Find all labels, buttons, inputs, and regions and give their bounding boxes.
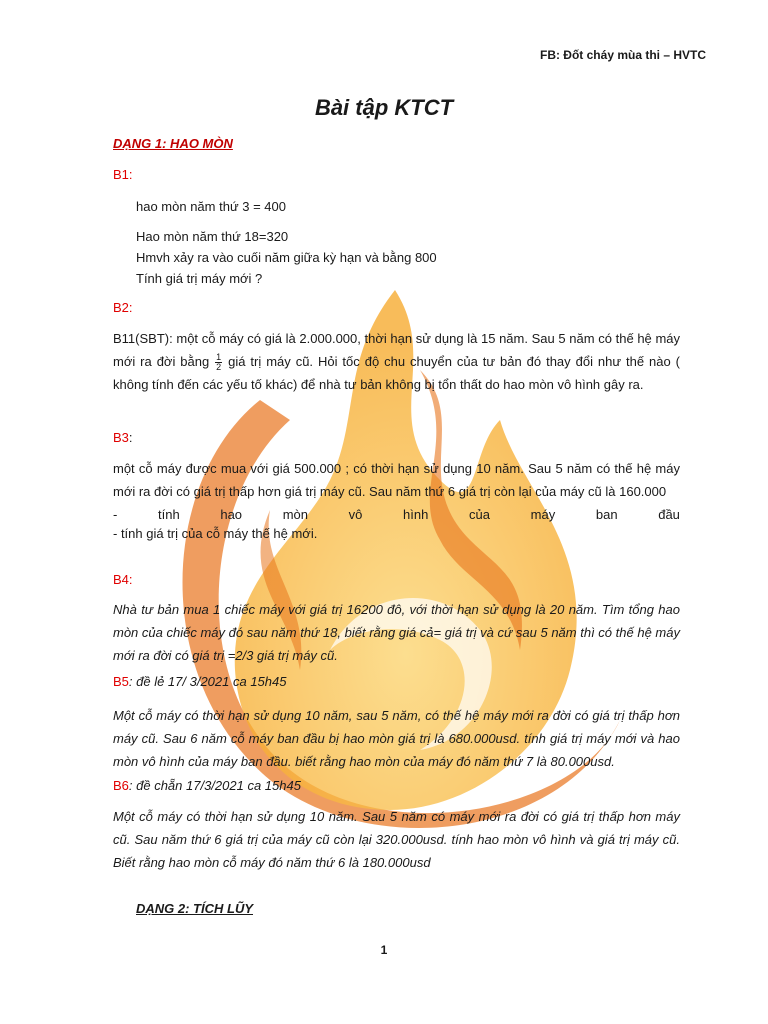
b1-line-4: Tính giá trị máy mới ? <box>136 271 263 286</box>
b3-justified-row: - tính hao mòn vô hình của máy ban đầu <box>113 507 680 522</box>
section-heading-1: DẠNG 1: HAO MÒN <box>113 136 233 151</box>
b1-line-3: Hmvh xảy ra vào cuối năm giữa kỳ hạn và bằng 800 <box>136 250 437 265</box>
document-title: Bài tập KTCT <box>314 95 454 120</box>
exercise-label-b1: B1: <box>113 167 133 182</box>
b3-text: một cỗ máy được mua với giá 500.000 ; có thời hạn sử dụng 10 năm. Sau 5 năm có thế hệ máy mới ra đời có giá trị thấp hơn giá trị máy cũ. Sau năm thứ 6 giá trị còn lại của máy cũ là 160.000 <box>113 461 680 499</box>
b2-text-part-1: B11(SBT): một cỗ máy có giá là 2.000.000, thời hạn sử dụng là 15 năm. Sau 5 năm có thế hệ máy mới ra đời bằng <box>113 331 680 369</box>
b1-line-2: Hao mòn năm thứ 18=320 <box>136 229 289 244</box>
b6-paragraph: Một cỗ máy có thời hạn sử dụng 10 năm. Sau 5 năm có máy mới ra đời có giá trị thấp hơn máy cũ. Sau năm thứ 6 giá trị của máy cũ còn lại 320.000usd. tính hao mòn vô hình và giá trị máy cũ. Biết rằng hao mòn cỗ máy đó năm thứ 6 là 180.000usd <box>113 809 680 870</box>
b2-text-part-2: giá trị máy cũ. Hỏi tốc độ chu chuyển của tư bản đó thay đổi như thế nào ( không tính đến các yếu tố khác) để nhà tư bản không bị tổn thất do hao mòn vô hình gây ra. <box>113 354 680 392</box>
b2-paragraph <box>113 327 680 396</box>
fraction-one-half: $\frac{1}{2}$ <box>216 352 222 373</box>
section-heading-2: DẠNG 2: TÍCH LŨY <box>136 901 253 916</box>
b3-text-2: - tính giá trị của cỗ máy thế hệ mới. <box>113 526 318 541</box>
b3-paragraph <box>113 457 680 545</box>
b1-line-1: hao mòn năm thứ 3 = 400 <box>136 199 286 214</box>
exercise-label-b3: B3: <box>113 430 133 445</box>
page-number: 1 <box>380 943 388 957</box>
b4-paragraph: Nhà tư bản mua 1 chiếc máy với giá trị 16200 đô, với thời hạn sử dụng là 20 năm. Tìm tổng hao mòn của chiếc máy đó sau năm thứ 18, biết rằng giá cả= giá trị và cứ sau 5 năm thì có thế hệ máy mới ra đời có giá trị =2/3 giá trị máy cũ. <box>113 602 680 663</box>
exercise-label-b4: B4: <box>113 572 133 587</box>
exercise-label-b6: B6: đề chẵn 17/3/2021 ca 15h45 <box>113 778 301 793</box>
page-header: FB: Đốt cháy mùa thi – HVTC <box>539 48 706 62</box>
exercise-label-b5: B5: đề lẻ 17/ 3/2021 ca 15h45 <box>113 674 287 689</box>
exercise-label-b2: B2: <box>113 300 133 315</box>
b5-paragraph: Một cỗ máy có thời hạn sử dụng 10 năm, sau 5 năm, có thế hệ máy mới ra đời có giá trị thấp hơn máy cũ. Sau 6 năm cỗ máy ban đầu bị hao mòn giá trị là 680.000usd. tính giá trị máy mới và hao mòn vô hình của máy ban đầu. biết rằng hao mòn của máy đó năm thứ 7 là 80.000usd. <box>113 708 680 769</box>
